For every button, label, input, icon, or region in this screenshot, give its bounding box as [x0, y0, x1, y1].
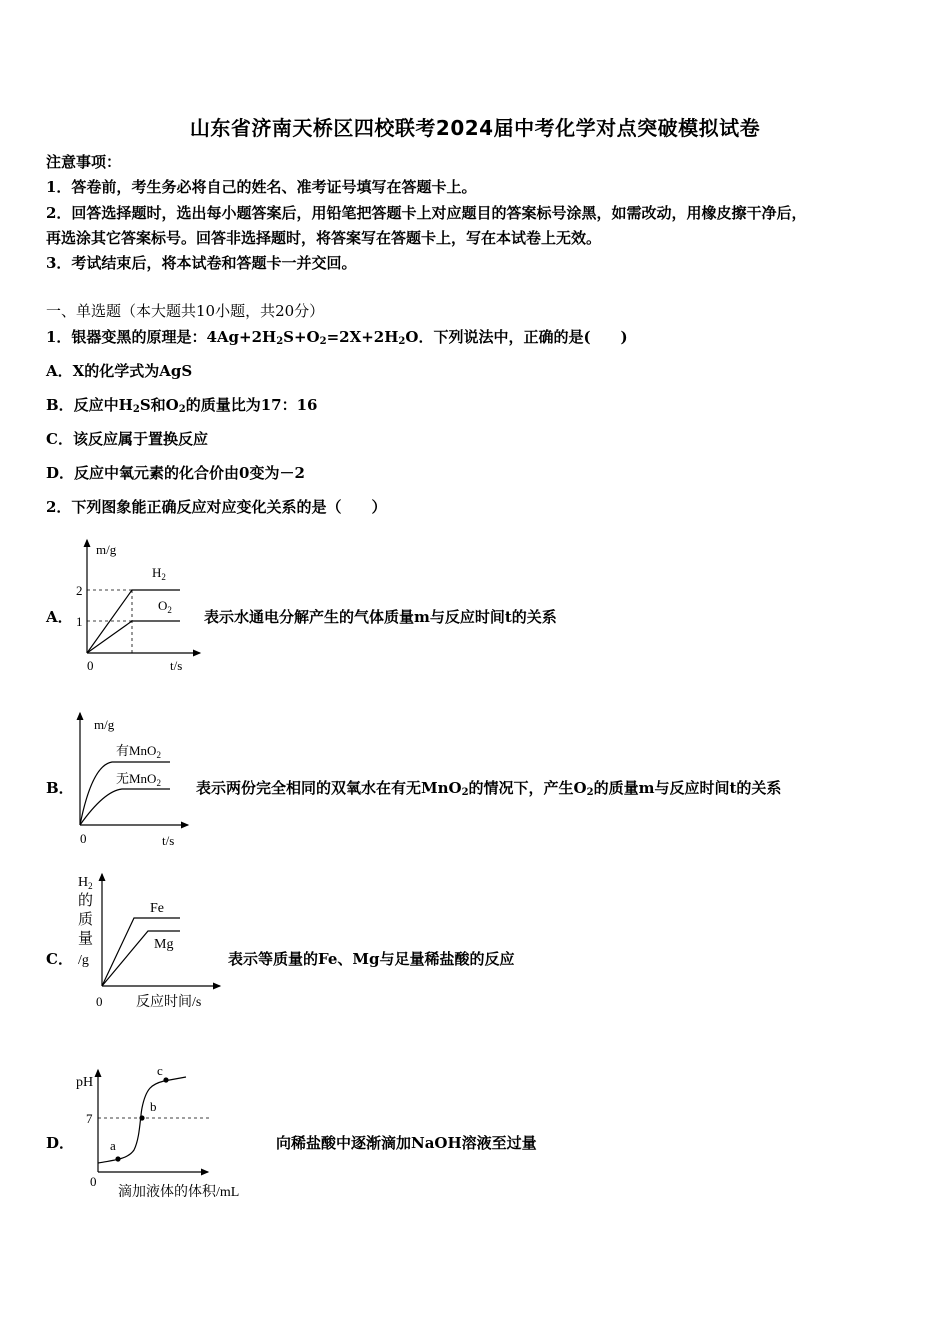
origin-label: 0 — [87, 658, 94, 673]
page-title: 山东省济南天桥区四校联考2024届中考化学对点突破模拟试卷 — [189, 116, 761, 140]
tick-2: 2 — [76, 583, 83, 598]
origin-label: 0 — [96, 994, 103, 1009]
point-c — [163, 1077, 168, 1082]
without-mno2-curve — [80, 789, 170, 825]
x-label: 反应时间/s — [136, 995, 202, 1010]
q2-graph-b — [60, 705, 200, 855]
notice-item-3: 3．考试结束后，将本试卷和答题卡一并交回。 — [46, 254, 357, 272]
q2-graph-d — [70, 1060, 270, 1210]
notice-item-2-cont: 再选涂其它答案标号。回答非选择题时，将答案写在答题卡上，写在本试卷上无效。 — [46, 229, 602, 247]
tick-7: 7 — [86, 1111, 93, 1126]
q2-graph-a — [60, 530, 210, 680]
q1-option-b: B．反应中$H_2S$和$O_2$的质量比为17：16 — [46, 396, 318, 415]
with-mno2-label: 有MnO$_2$ — [116, 743, 161, 760]
q1-option-d: D．反应中氧元素的化合价由0变为－2 — [46, 464, 305, 482]
section-heading: 一、单选题（本大题共10小题，共20分） — [46, 302, 325, 320]
x-label: 滴加液体的体积/mL — [118, 1185, 240, 1200]
point-a — [115, 1156, 120, 1161]
y-label-char-3: 量 — [78, 931, 94, 947]
fe-label: Fe — [150, 901, 164, 916]
q2-option-d-desc: 向稀盐酸中逐渐滴加NaOH溶液至过量 — [276, 1134, 537, 1152]
q2-option-a-desc: 表示水通电分解产生的气体质量m与反应时间t的关系 — [204, 608, 557, 626]
y-label-char-2: 质 — [78, 912, 94, 928]
origin-label: 0 — [90, 1174, 97, 1189]
point-b — [139, 1115, 144, 1120]
y-label: m/g — [94, 717, 115, 732]
y-label: pH — [76, 1075, 94, 1090]
q2-option-b-letter: B． — [46, 779, 74, 797]
q1-option-a: A．X的化学式为AgS — [46, 362, 193, 380]
q1-option-c: C．该反应属于置换反应 — [46, 430, 208, 448]
x-label: t/s — [170, 658, 183, 673]
o2-line — [87, 621, 180, 653]
tick-1: 1 — [76, 614, 83, 629]
q2-option-b-desc: 表示两份完全相同的双氧水在有无MnO$_2$的情况下，产生$O_2$的质量m与反应时间t的关系 — [196, 779, 782, 798]
y-label: m/g — [96, 542, 117, 557]
notice-item-2: 2．回答选择题时，选出每小题答案后，用铅笔把答题卡上对应题目的答案标号涂黑，如需改动，用橡皮擦干净后， — [46, 204, 807, 222]
y-label-char-1: 的 — [78, 893, 94, 909]
notice-heading: 注意事项： — [46, 153, 122, 171]
y-label-h2: $H_2$ — [78, 875, 93, 891]
y-label-unit: /g — [78, 953, 89, 968]
q2-option-c-letter: C． — [46, 950, 73, 968]
q2-stem: 2．下列图象能正确反应对应变化关系的是（ ） — [46, 498, 387, 516]
q2-option-d-letter: D． — [46, 1134, 75, 1152]
label-b: b — [150, 1099, 157, 1114]
without-mno2-label: 无MnO$_2$ — [116, 771, 161, 788]
fe-line — [102, 918, 180, 986]
h2-label: $H_2$ — [152, 565, 166, 582]
label-c: c — [157, 1063, 163, 1078]
o2-label: $O_2$ — [158, 598, 172, 615]
origin-label: 0 — [80, 831, 87, 846]
q2-option-a-letter: A． — [46, 608, 73, 626]
q2-graph-c — [70, 868, 230, 1018]
q1-stem: 1．银器变黑的原理是：$4Ag+2H_2S+O_2=2X+2H_2O$．下列说法中，正确的是( ) — [46, 328, 628, 347]
label-a: a — [110, 1138, 116, 1153]
mg-label: Mg — [154, 937, 174, 952]
notice-item-1: 1．答卷前，考生务必将自己的姓名、准考证号填写在答题卡上。 — [46, 178, 477, 196]
q2-option-c-desc: 表示等质量的Fe、Mg与足量稀盐酸的反应 — [228, 950, 515, 968]
x-label: t/s — [162, 833, 175, 848]
